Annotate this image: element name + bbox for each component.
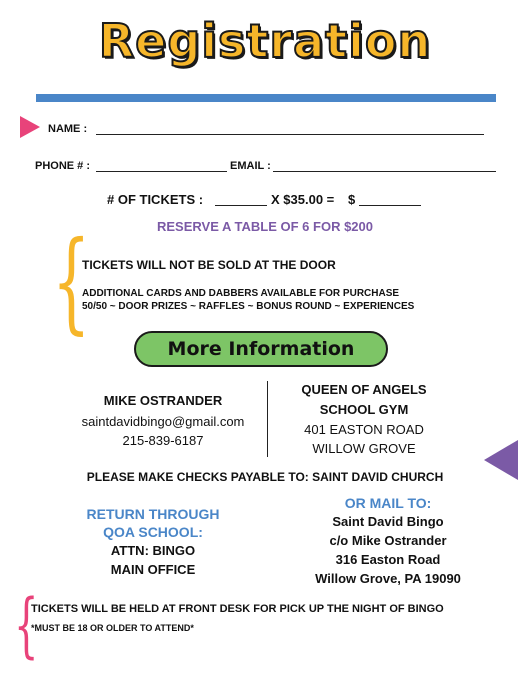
mail-city: Willow Grove, PA 19090 [315,571,461,586]
return-block [58,505,248,579]
tickets-total-field[interactable] [359,205,421,206]
return-heading-line1: RETURN THROUGH [86,506,220,522]
phone-label: PHONE # : [35,160,91,172]
venue-room: SCHOOL GYM [319,402,409,417]
phone-field[interactable] [96,171,227,172]
mail-care-of: c/o Mike Ostrander [329,533,447,548]
contact-name: MIKE OSTRANDER [103,393,223,408]
title-underline [36,94,496,102]
return-office: MAIN OFFICE [110,562,196,577]
prizes-note: 50/50 ~ DOOR PRIZES ~ RAFFLES ~ BONUS ROUND ~ EXPERIENCES [82,301,415,312]
venue-city: WILLOW GROVE [312,441,416,456]
ticket-price-text: X $35.00 = [271,192,335,207]
mail-heading: OR MAIL TO: [344,495,432,511]
return-attn: ATTN: BINGO [110,543,196,558]
contact-phone: 215-839-6187 [122,433,204,448]
name-field[interactable] [96,134,484,135]
orange-brace-decoration: { [52,217,91,345]
tickets-label: # OF TICKETS : [107,192,204,207]
venue-block [264,380,464,458]
contact-email: saintdavidbingo@gmail.com [81,414,245,429]
return-heading-line2: QOA SCHOOL: [103,524,203,540]
no-door-sales-notice: TICKETS WILL NOT BE SOLD AT THE DOOR [82,258,336,272]
pink-brace-decoration: { [14,584,39,666]
total-dollar-sign: $ [348,192,356,207]
additional-cards-note: ADDITIONAL CARDS AND DABBERS AVAILABLE FOR PURCHASE [82,288,400,299]
email-label: EMAIL : [230,160,271,172]
venue-name: QUEEN OF ANGELS [301,382,427,397]
venue-street: 401 EASTON ROAD [304,422,424,437]
name-label: NAME : [48,123,88,135]
pink-triangle-marker [20,116,40,138]
mail-block [282,494,494,588]
checks-payable-text: PLEASE MAKE CHECKS PAYABLE TO: SAINT DAVID CHURCH [86,470,444,484]
tickets-quantity-field[interactable] [215,205,267,206]
mail-recipient: Saint David Bingo [332,514,444,529]
more-information-banner: More Information [134,331,388,367]
email-field[interactable] [273,171,496,172]
page-title: Registration [98,14,432,68]
contact-block [63,393,263,450]
mail-street: 316 Easton Road [335,552,441,567]
age-requirement: *MUST BE 18 OR OLDER TO ATTEND* [31,623,194,633]
table-offer-text: RESERVE A TABLE OF 6 FOR $200 [157,219,373,234]
pickup-notice: TICKETS WILL BE HELD AT FRONT DESK FOR PICK UP THE NIGHT OF BINGO [31,603,444,615]
